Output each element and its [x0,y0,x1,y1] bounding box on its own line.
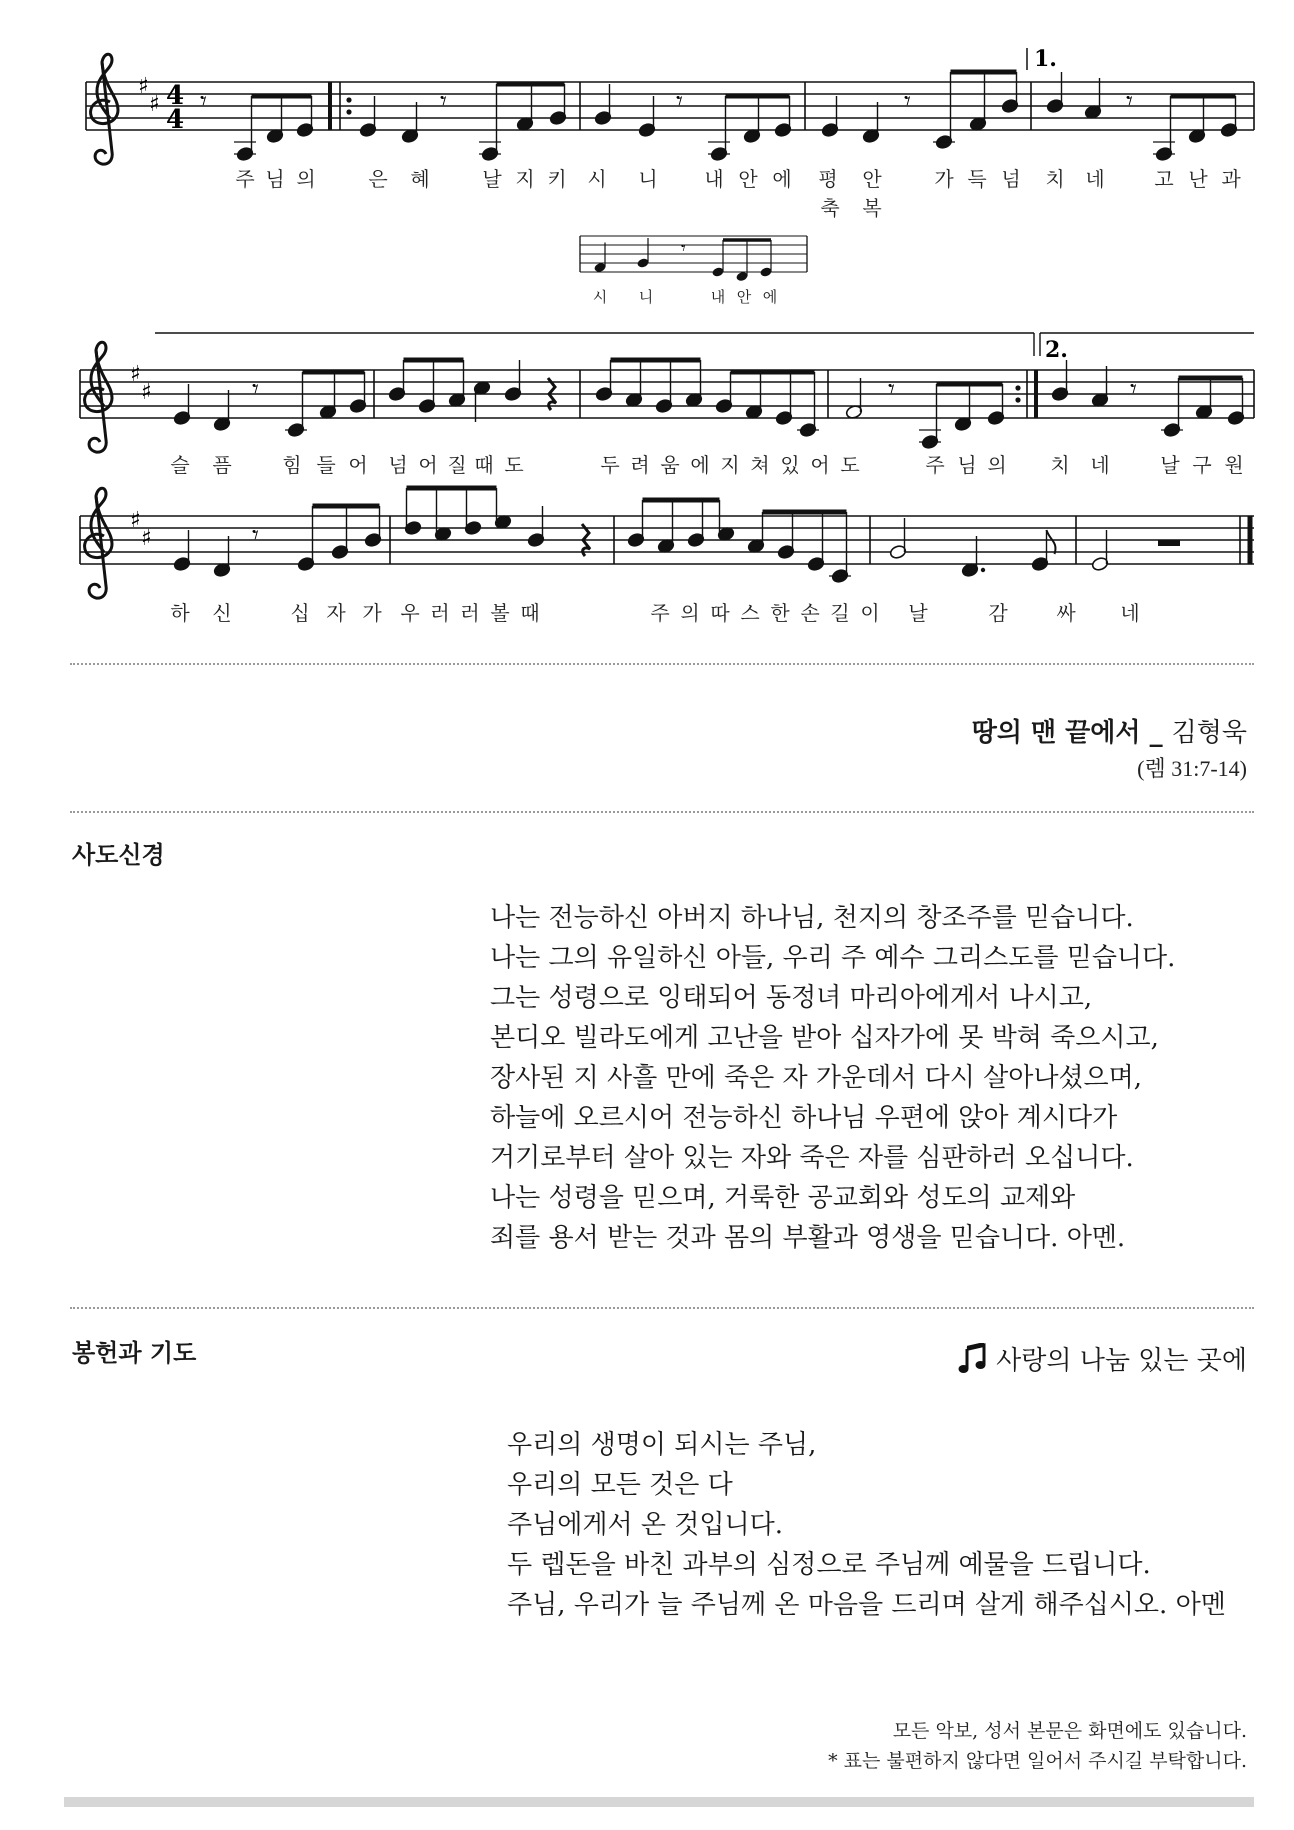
dot [981,568,985,572]
lyric-syllable: 치 [1045,167,1065,191]
sharp-f: ♯ [130,507,141,533]
repeat-dot [1015,397,1020,402]
lyric-syllable: 안 [736,288,752,306]
creed-line: 본디오 빌라도에게 고난을 받아 십자가에 못 박혀 죽으시고, [490,1023,1159,1053]
footer-note-1: 모든 악보, 성서 본문은 화면에도 있습니다. [892,1720,1247,1742]
lyric-syllable: 슬 [170,453,190,477]
variant-mask [575,232,815,292]
treble-clef [91,54,118,164]
lyric-syllable: 치 [1050,453,1070,477]
creed-line: 나는 성령을 믿으며, 거룩한 공교회와 성도의 교제와 [490,1183,1076,1213]
lyric-syllable: 따 [710,601,730,625]
creed-line: 거기로부터 살아 있는 자와 죽은 자를 심판하러 오십니다. [490,1143,1134,1173]
lyric-syllable: 복 [862,196,882,220]
hymn-title-separator: _ [1149,718,1163,748]
creed-text [490,898,1175,1258]
sharp-c: ♯ [149,91,160,117]
lyric-syllable: 쳐 [750,453,770,477]
eighth-rest: 𝄾 [888,374,895,405]
lyric-syllable: 네 [1120,601,1140,625]
lyric-syllable: 길 [830,601,850,625]
music-note-icon [958,1343,988,1375]
lyric-syllable: 십 [290,601,310,625]
lyric-syllable: 어 [418,453,438,477]
lyric-syllable: 감 [988,601,1008,625]
lyric-syllable: 러 [430,601,450,625]
lyric-syllable: 때 [520,601,540,625]
lyric-syllable: 주 [235,167,255,191]
divider [70,663,1254,665]
lyric-syllable: 니 [638,288,654,306]
lyric-syllable: 우 [400,601,420,625]
eighth-rest: 𝄾 [904,86,911,117]
volta-1-label: 1. [1034,46,1057,72]
lyric-syllable: 때 [474,453,494,477]
time-signature-bottom: 4 [166,105,185,135]
lyric-syllable: 시 [587,167,607,191]
offering-song-title: 사랑의 나눔 있는 곳에 [996,1346,1247,1376]
creed-line: 나는 그의 유일하신 아들, 우리 주 예수 그리스도를 믿습니다. [490,943,1176,973]
lyric-syllable: 넘 [388,453,408,477]
creed-line: 하늘에 오르시어 전능하신 하나님 우편에 앉아 계시다가 [490,1103,1118,1133]
eighth-rest: 𝄾 [252,520,259,551]
lyric-syllable: 과 [1221,167,1241,191]
lyric-syllable: 날 [1160,453,1180,477]
lyric-syllable: 가 [362,601,382,625]
lyric-syllable: 이 [860,601,880,625]
sharp-c: ♯ [141,525,152,551]
lyric-syllable: 손 [800,601,820,625]
lyric-syllable: 님 [265,167,285,191]
sharp-f: ♯ [130,361,141,387]
hymn-title-text: 땅의 맨 끝에서 [971,718,1141,748]
sharp-f: ♯ [138,73,149,99]
lyric-syllable: 스 [740,601,760,625]
volta-2-label: 2. [1045,337,1068,363]
lyric-syllable: 하 [170,601,190,625]
lyric-syllable: 가 [934,167,954,191]
offering-heading: 봉헌과 기도 [72,1339,197,1367]
lyric-syllable: 들 [316,453,336,477]
treble-clef [85,342,112,452]
lyric-syllable: 네 [1085,167,1105,191]
flag [1047,530,1056,554]
creed-line: 그는 성령으로 잉태되어 동정녀 마리아에게서 나시고, [490,983,1093,1013]
repeat-dot [346,109,351,114]
eighth-rest: 𝄾 [440,86,447,117]
lyric-syllable: 지 [515,167,535,191]
lyric-syllable: 지 [720,453,740,477]
eighth-rest: 𝄾 [252,374,259,405]
lyric-syllable: 혜 [410,167,430,191]
offering-song [958,1340,1247,1377]
lyric-syllable: 주 [650,601,670,625]
lyric-syllable: 의 [296,167,316,191]
lyric-syllable: 힘 [282,453,302,477]
lyric-syllable: 키 [547,167,567,191]
lyric-syllable: 시 [592,288,608,306]
lyric-syllable: 의 [680,601,700,625]
lyric-syllable: 넘 [1001,167,1021,191]
bottom-bar [64,1797,1254,1807]
lyric-syllable: 에 [772,167,792,191]
lyric-syllable: 날 [482,167,502,191]
lyric-syllable: 볼 [490,601,510,625]
lyric-syllable: 날 [908,601,928,625]
prayer-line: 두 렙돈을 바친 과부의 심정으로 주님께 예물을 드립니다. [507,1550,1151,1580]
lyric-syllable: 에 [762,288,778,306]
lyric-syllable: 싸 [1056,601,1076,625]
hymn-title [972,712,1247,749]
hymn-reference: (렘 31:7-14) [1137,756,1247,781]
creed-line: 죄를 용서 받는 것과 몸의 부활과 영생을 믿습니다. 아멘. [490,1223,1126,1253]
divider [70,811,1254,813]
small-eighth-rest: 𝄾 [681,238,686,259]
creed-line: 장사된 지 사흘 만에 죽은 자 가운데서 다시 살아나셨으며, [490,1063,1143,1093]
lyric-syllable: 주 [925,453,945,477]
lyric-syllable: 네 [1090,453,1110,477]
lyric-syllable: 픔 [212,453,232,477]
lyric-syllable: 신 [212,601,232,625]
creed-line: 나는 전능하신 아버지 하나님, 천지의 창조주를 믿습니다. [490,903,1134,933]
lyric-syllable: 자 [326,601,346,625]
footer-note-2: * 표는 불편하지 않다면 일어서 주시길 부탁합니다. [828,1750,1247,1772]
staves [80,48,1254,598]
lyric-syllable: 축 [820,196,840,220]
offering-prayer [507,1425,1226,1625]
lyric-syllable: 님 [957,453,977,477]
lyric-syllable: 두 [600,453,620,477]
hymn-author: 김형욱 [1171,718,1247,748]
eighth-rest: 𝄾 [1126,86,1133,117]
lyric-syllable: 내 [710,288,726,306]
lyric-syllable: 한 [770,601,790,625]
lyric-syllable: 의 [987,453,1007,477]
lyric-syllable: 에 [690,453,710,477]
creed-heading: 사도신경 [72,841,165,869]
lyric-syllable: 도 [504,453,524,477]
lyric-syllable: 어 [348,453,368,477]
lyric-syllable: 원 [1224,453,1244,477]
lyric-syllable: 있 [780,453,800,477]
lyric-syllable: 려 [630,453,650,477]
half-rest [1158,540,1180,546]
lyric-syllable: 난 [1188,167,1208,191]
lyric-syllable: 러 [460,601,480,625]
lyric-syllable: 고 [1154,167,1174,191]
sheet-music [0,0,1294,650]
lyric-syllable: 은 [368,167,388,191]
lyric-syllable: 도 [840,453,860,477]
prayer-line: 주님, 우리가 늘 주님께 온 마음을 드리며 살게 해주십시오. 아멘 [507,1590,1226,1620]
notes [173,72,1245,584]
lyric-syllable: 내 [704,167,724,191]
lyric-syllable: 움 [660,453,680,477]
lyric-syllable: 니 [638,167,658,191]
lyric-syllable: 구 [1192,453,1212,477]
treble-clef [85,488,112,598]
lyric-syllable: 안 [862,167,882,191]
prayer-line: 우리의 생명이 되시는 주님, [507,1430,817,1460]
prayer-line: 우리의 모든 것은 다 [507,1470,733,1500]
time-signature-top: 4 [166,81,185,111]
eighth-rest: 𝄾 [1130,374,1137,405]
lyric-syllable: 안 [738,167,758,191]
lyric-syllable: 득 [967,167,987,191]
lyric-syllable: 평 [818,167,838,191]
repeat-dot [1015,385,1020,390]
repeat-dot [346,97,351,102]
sheet-music-svg [0,0,1294,650]
lyric-syllable: 질 [447,453,467,477]
prayer-line: 주님에게서 온 것입니다. [507,1510,783,1540]
lyric-syllable: 어 [810,453,830,477]
eighth-rest: 𝄾 [200,86,207,117]
eighth-rest: 𝄾 [676,86,683,117]
divider [70,1307,1254,1309]
sharp-c: ♯ [141,379,152,405]
